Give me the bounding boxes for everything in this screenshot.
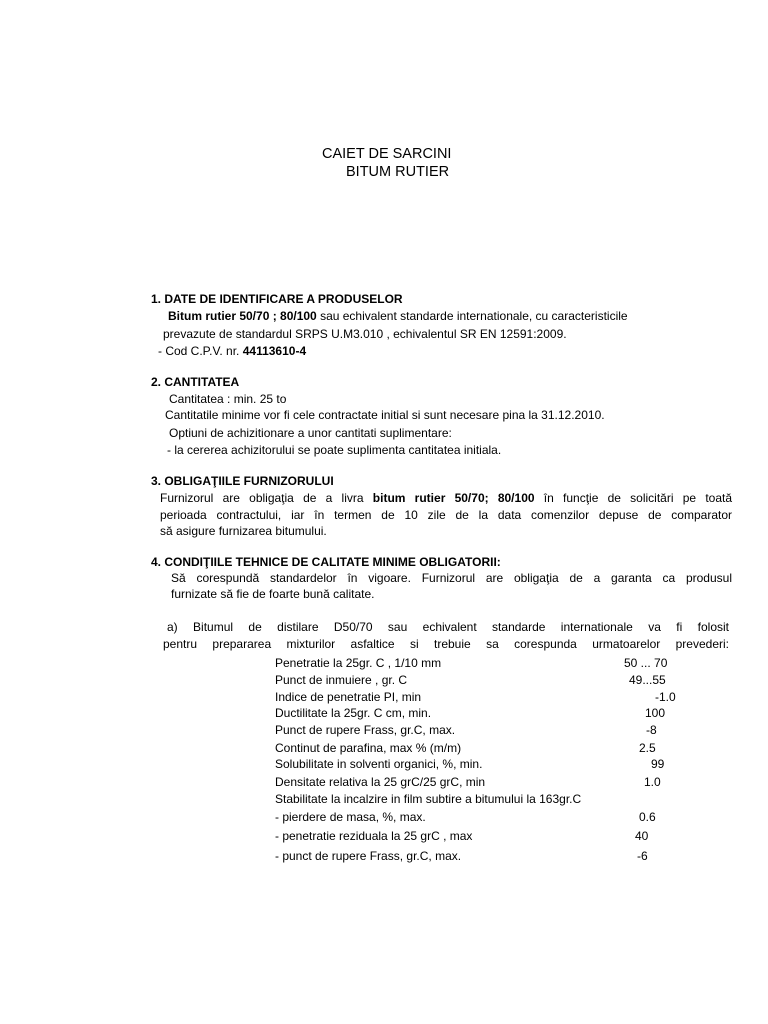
section-4-line-1: Să corespundă standardelor în vigoare. Furnizorul are obligaţia de a garanta ca produsul	[171, 571, 732, 585]
doc-title: CAIET DE SARCINI	[322, 146, 452, 162]
spec-intro-line-2: pentru prepararea mixturilor asfaltice si trebuie sa corespunda urmatoarelor prevederi:	[163, 637, 729, 651]
product-name: Bitum rutier 50/70 ; 80/100	[168, 309, 317, 323]
section-2-line-3: Optiuni de achizitionare a unor cantitati suplimentare:	[169, 426, 452, 440]
doc-subtitle: BITUM RUTIER	[346, 164, 450, 180]
section-3-heading: 3. OBLIGAŢIILE FURNIZORULUI	[151, 474, 334, 488]
spec-row: Solubilitate in solventi organici, %, min. 99	[275, 757, 665, 771]
spec-row: Stabilitate la incalzire in film subtire a bitumului la 163gr.C	[275, 792, 582, 806]
spec-row: Densitate relativa la 25 grC/25 grC, min 1.0	[275, 775, 661, 789]
spec-row: Indice de penetratie PI, min -1.0	[275, 690, 676, 704]
section-2-line-2: Cantitatile minime vor fi cele contractate initial si sunt necesare pina la 31.12.2010.	[165, 408, 605, 422]
section-4-heading: 4. CONDIŢIILE TEHNICE DE CALITATE MINIME OBLIGATORII:	[151, 555, 501, 569]
section-1-cpv: - Cod C.P.V. nr. 44113610-4	[158, 344, 307, 358]
section-3-line-2: perioada contractului, iar în termen de 10 zile de la data comenzilor depuse de comparator	[160, 508, 732, 522]
spec-row: Punct de rupere Frass, gr.C, max. -8	[275, 723, 657, 737]
section-2-line-4: - la cererea achizitorului se poate suplimenta cantitatea initiala.	[167, 443, 502, 457]
section-3-line-1: Furnizorul are obligaţia de a livra bitum rutier 50/70; 80/100 în funcţie de solicitări pe toată	[160, 491, 733, 505]
section-1-line-1: Bitum rutier 50/70 ; 80/100 sau echivalent standarde internationale, cu caracteristicile	[168, 309, 628, 323]
spec-row: Ductilitate la 25gr. C cm, min. 100	[275, 706, 666, 720]
section-3-line-3: să asigure furnizarea bitumului.	[160, 524, 327, 538]
spec-row: Penetratie la 25gr. C , 1/10 mm 50 ... 70	[275, 656, 668, 670]
spec-intro-line-1: a) Bitumul de distilare D50/70 sau echivalent standarde internationale va fi folosit	[167, 620, 729, 634]
section-2-heading: 2. CANTITATEA	[151, 375, 240, 389]
section-1-heading: 1. DATE DE IDENTIFICARE A PRODUSELOR	[151, 292, 403, 306]
cpv-code: 44113610-4	[242, 344, 307, 358]
spec-row: - punct de rupere Frass, gr.C, max. -6	[275, 849, 648, 863]
spec-row: - penetratie reziduala la 25 grC , max 40	[275, 829, 649, 843]
spec-row: Punct de inmuiere , gr. C 49...55	[275, 673, 666, 687]
section-2-line-1: Cantitatea : min. 25 to	[169, 392, 287, 406]
section-4-line-2: furnizate să fie de foarte bună calitate.	[171, 587, 375, 601]
spec-row: Continut de parafina, max % (m/m) 2.5	[275, 741, 656, 755]
spec-row: - pierdere de masa, %, max. 0.6	[275, 810, 656, 824]
section-1-line-2: prevazute de standardul SRPS U.M3.010 , echivalentul SR EN 12591:2009.	[163, 327, 567, 341]
